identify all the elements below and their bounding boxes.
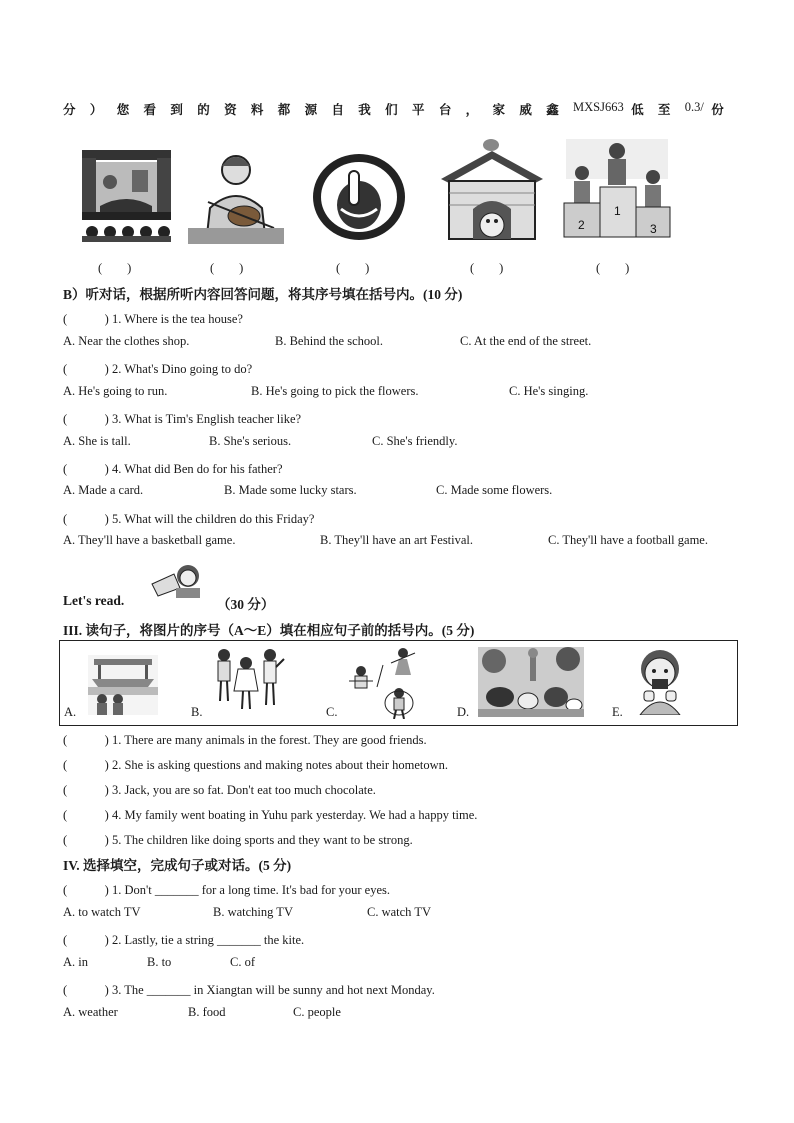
sentence-line: ( ) 2. She is asking questions and making notes about their hometown. — [63, 758, 449, 772]
boating-picture — [88, 655, 158, 715]
question-line: ( ) 5. What will the children do this Friday? — [63, 512, 315, 526]
header-token: 看 — [143, 103, 164, 117]
answer-bracket[interactable]: ( ) — [210, 261, 244, 275]
header-token: 您 — [116, 103, 137, 117]
header-token: MXSJ663 — [573, 100, 624, 114]
sentence-line: ( ) 3. Jack, you are so fat. Don't eat too much chocolate. — [63, 783, 376, 797]
header-token: 都 — [277, 103, 298, 117]
picture-box — [59, 640, 738, 726]
answer-bracket[interactable]: ( ) — [596, 261, 630, 275]
question-line: ( ) 2. What's Dino going to do? — [63, 362, 253, 376]
boy-eating-picture — [634, 649, 686, 715]
option-a: A. He's going to run. — [63, 384, 168, 398]
header-token: 0.3/ — [684, 100, 704, 114]
option-b: B. to — [147, 955, 172, 969]
violin-boy-picture — [188, 148, 284, 244]
header-token: 到 — [170, 103, 190, 117]
header-token: 源 — [304, 103, 325, 117]
option-c: C. watch TV — [367, 905, 431, 919]
header-token: 至 — [657, 103, 678, 117]
header-token: ， — [465, 103, 486, 117]
dog-house-picture — [439, 135, 545, 243]
picture-label-e: E. — [612, 705, 623, 719]
sentence-line: ( ) 4. My family went boating in Yuhu park yesterday. We had a happy time. — [63, 808, 478, 822]
header-token: ） — [89, 103, 110, 117]
option-c: C. He's singing. — [509, 384, 589, 398]
option-a: A. Near the clothes shop. — [63, 334, 190, 348]
header-token: 台 — [438, 103, 459, 117]
section-title: III. 读句子，将图片的序号（A～E）填在相应句子前的括号内。(5 分) — [63, 623, 475, 638]
children-talking-picture — [212, 645, 288, 715]
podium-picture — [562, 137, 672, 239]
header-token: 平 — [411, 103, 432, 117]
picture-label-d: D. — [457, 705, 470, 719]
section-title: IV. 选择填空，完成句子或对话。(5 分) — [63, 858, 292, 873]
header-token: 分 — [63, 103, 83, 117]
option-c: C. of — [230, 955, 255, 969]
header-token: 自 — [331, 103, 351, 117]
answer-bracket[interactable]: ( ) — [336, 261, 370, 275]
option-a: A. Made a card. — [63, 483, 144, 497]
svg-text:3: 3 — [650, 222, 657, 236]
answer-bracket[interactable]: ( ) — [470, 261, 504, 275]
lets-read-score: （30 分） — [217, 597, 275, 612]
question-line: ( ) 3. What is Tim's English teacher like? — [63, 412, 302, 426]
option-a: A. in — [63, 955, 88, 969]
option-b: B. He's going to pick the flowers. — [251, 384, 419, 398]
quiet-sign-picture — [311, 153, 407, 241]
header-token: 我 — [358, 103, 378, 117]
option-a: A. to watch TV — [63, 905, 141, 919]
option-c: C. At the end of the street. — [460, 334, 592, 348]
option-a: A. weather — [63, 1005, 118, 1019]
option-b: B. They'll have an art Festival. — [320, 533, 474, 547]
header-token: 低 — [631, 103, 651, 117]
header-token: 份 — [711, 103, 731, 117]
section-title: B）听对话，根据所听内容回答问题，将其序号填在括号内。(10 分) — [63, 287, 463, 302]
option-c: C. Made some flowers. — [436, 483, 553, 497]
sentence-line: ( ) 5. The children like doing sports and they want to be strong. — [63, 833, 413, 847]
header-line — [63, 100, 731, 118]
option-b: B. She's serious. — [209, 434, 292, 448]
picture-label-b: B. — [191, 705, 203, 719]
header-token: 资 — [224, 103, 244, 117]
picture-label-c: C. — [326, 705, 338, 719]
question-line: ( ) 4. What did Ben do for his father? — [63, 462, 283, 476]
sentence-line: ( ) 1. There are many animals in the forest. They are good friends. — [63, 733, 427, 747]
svg-text:2: 2 — [578, 218, 585, 232]
question-line: ( ) 3. The _______ in Xiangtan will be sunny and hot next Monday. — [63, 983, 435, 997]
option-b: B. watching TV — [213, 905, 293, 919]
answer-bracket[interactable]: ( ) — [98, 261, 132, 275]
option-b: B. Made some lucky stars. — [224, 483, 357, 497]
svg-text:1: 1 — [614, 204, 621, 218]
question-line: ( ) 1. Don't _______ for a long time. It's bad for your eyes. — [63, 883, 391, 897]
option-b: B. Behind the school. — [275, 334, 383, 348]
header-token: 家 — [492, 103, 513, 117]
header-token: 们 — [385, 103, 405, 117]
picture-label-a: A. — [64, 705, 77, 719]
option-c: C. She's friendly. — [372, 434, 458, 448]
reading-boy-icon — [148, 562, 208, 600]
option-a: A. She is tall. — [63, 434, 131, 448]
header-token: 的 — [197, 103, 217, 117]
animals-forest-picture — [478, 647, 584, 717]
sports-picture — [347, 647, 427, 719]
lets-read-label: Let's read. — [63, 593, 125, 608]
option-a: A. They'll have a basketball game. — [63, 533, 236, 547]
question-line: ( ) 2. Lastly, tie a string _______ the kite. — [63, 933, 305, 947]
option-c: C. They'll have a football game. — [548, 533, 708, 547]
header-token: 鑫 — [546, 103, 566, 117]
option-b: B. food — [188, 1005, 226, 1019]
header-token: 威 — [519, 103, 539, 117]
question-line: ( ) 1. Where is the tea house? — [63, 312, 243, 326]
header-token: 料 — [250, 103, 271, 117]
option-c: C. people — [293, 1005, 341, 1019]
stage-picture — [80, 148, 173, 244]
